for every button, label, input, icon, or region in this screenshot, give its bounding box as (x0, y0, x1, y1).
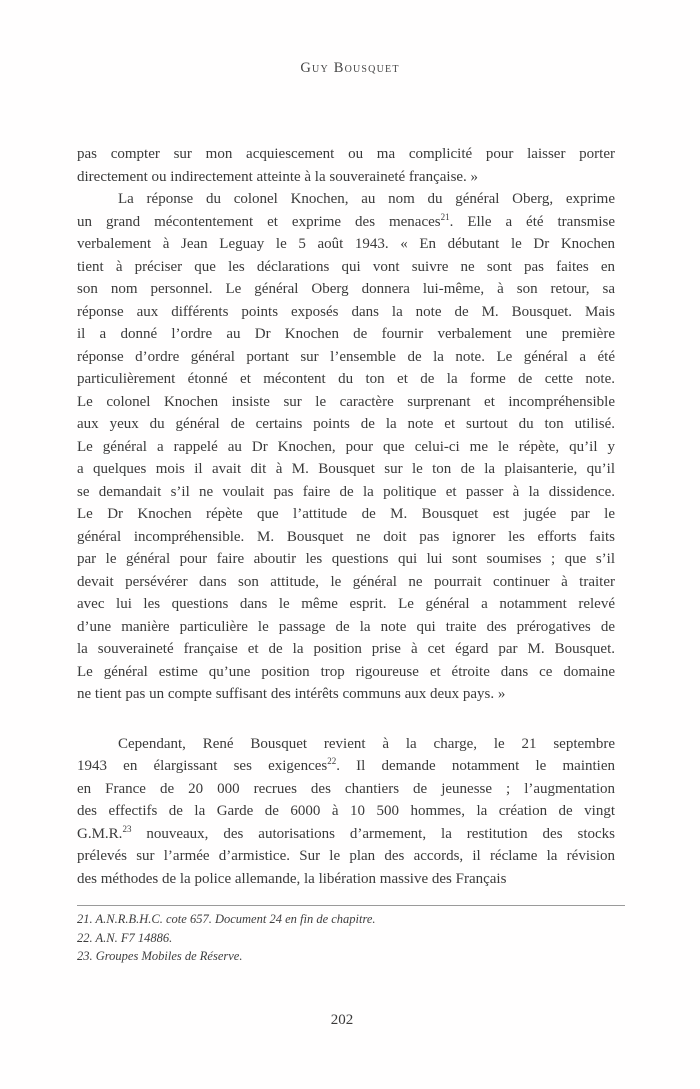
text-line: devait persévérer dans son attitude, le général ne pourrait continuer à traiter (77, 573, 615, 590)
paragraph (77, 188, 615, 706)
running-head: Guy Bousquet (300, 60, 400, 76)
footnote-ref: 22 (327, 756, 337, 766)
text-line: La réponse du colonel Knochen, au nom du général Oberg, exprime (118, 191, 615, 207)
text-line: un grand mécontentement et exprime des menaces$^{21}$. Elle a été transmise (77, 211, 615, 230)
footnote-item: 22. A.N. F7 14886. (77, 930, 173, 945)
text-line: prélevés sur l’armée d’armistice. Sur le plan des accords, il réclame la révision (77, 848, 615, 864)
text-line: par le général pour faire aboutir les questions qui lui sont soumises ; que s’il (77, 551, 615, 567)
paragraph (77, 733, 615, 891)
text-line: Le général estime qu’une position trop rigoureuse et étroite dans ce domaine (77, 663, 615, 680)
footnote-ref: 23 (122, 823, 132, 834)
text-line: pas compter sur mon acquiescement ou ma complicité pour laisser porter (77, 146, 615, 162)
text-line: Cependant, René Bousquet revient à la charge, le 21 septembre (118, 735, 615, 752)
text-line: particulièrement étonné et mécontent du ton et de la forme de cette note. (77, 371, 615, 387)
text-line: d’une manière particulière le passage de la note qui traite des prérogatives de (77, 618, 615, 635)
text-line: réponse d’ordre général portant sur l’ensemble de la note. Le général a été (77, 348, 615, 365)
body-text (77, 143, 615, 890)
footnotes-list (77, 910, 625, 966)
text-line: 1943 en élargissant ses exigences$^{22}$. Il demande notamment le maintien (77, 756, 615, 774)
text-line: général incompréhensible. M. Bousquet ne doit pas ignorer les efforts faits (77, 528, 615, 545)
text-line: Le général a rappelé au Dr Knochen, pour que celui-ci me le répète, qu’il y (77, 438, 615, 455)
text-line: son nom personnel. Le général Oberg donnera lui-même, à son retour, sa (77, 281, 615, 297)
text-line: verbalement à Jean Leguay le 5 août 1943. « En débutant le Dr Knochen (77, 236, 615, 252)
paragraph (77, 143, 615, 188)
text-line: en France de 20 000 recrues des chantiers de jeunesse ; l’augmentation (77, 780, 615, 797)
text-line: Le Dr Knochen répète que l’attitude de M. Bousquet est jugée par le (77, 506, 615, 522)
text-line: des méthodes de la police allemande, la libération massive des Français (77, 870, 507, 887)
text-line: aux yeux du général de certains points de la note et surtout du ton utilisé. (77, 416, 615, 432)
footnotes-section (77, 905, 625, 966)
text-line: G.M.R.$^{23}$ nouveaux, des autorisations d’armement, la restitution des stocks (77, 823, 615, 842)
text-line: il a donné l’ordre au Dr Knochen de fournir verbalement une première (77, 326, 615, 342)
text-line: la souveraineté française et de la position prise à cet égard par M. Bousquet. (77, 641, 615, 657)
text-line: avec lui les questions dans le même esprit. Le général a notamment relevé (77, 596, 615, 612)
page-number: 202 (330, 1012, 354, 1028)
footnote-rule (77, 905, 625, 906)
text-line: Le colonel Knochen insiste sur le caractère surprenant et incompréhensible (77, 393, 615, 410)
text-line: des effectifs de la Garde de 6000 à 10 500 hommes, la création de vingt (77, 803, 615, 819)
footnote-item: 21. A.N.R.B.H.C. cote 657. Document 24 en fin de chapitre. (77, 912, 376, 926)
footnote-item: 23. Groupes Mobiles de Réserve. (77, 949, 243, 963)
text-line: a quelques mois il avait dit à M. Bousquet sur le ton de la plaisanterie, qu’il (77, 461, 615, 477)
text-line: tient à préciser que les déclarations qui vont suivre ne sont pas faites en (77, 258, 615, 275)
footnote-ref: 21 (440, 211, 450, 222)
text-line: se demandait s’il ne voulait pas faire de la politique et passer à la dissidence. (77, 483, 615, 500)
text-line: réponse aux différents points exposés dans la note de M. Bousquet. Mais (77, 303, 615, 320)
text-line: directement ou indirectement atteinte à la souveraineté française. » (77, 168, 479, 185)
text-line: ne tient pas un compte suffisant des intérêts communs aux deux pays. » (77, 686, 506, 702)
